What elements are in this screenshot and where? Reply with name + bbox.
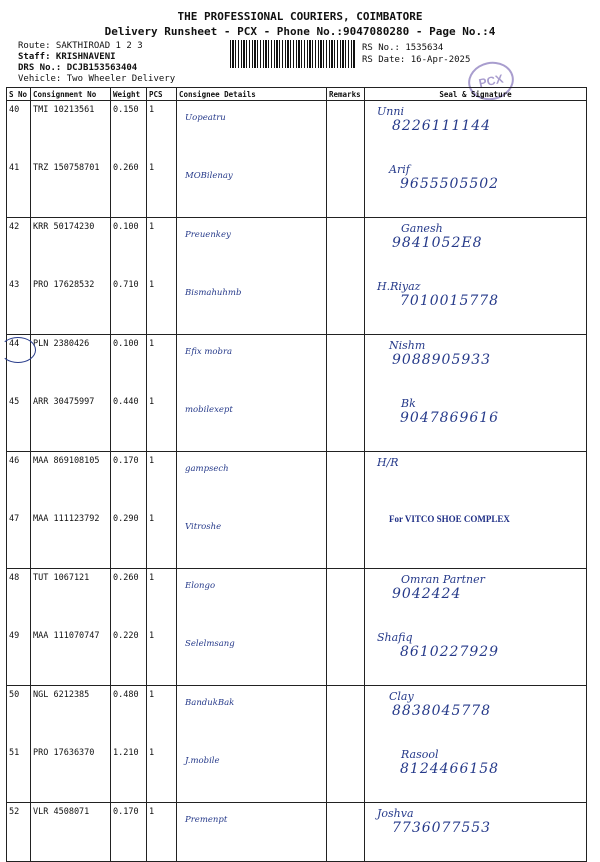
remarks-cell (327, 686, 365, 745)
sno-cell: 50 (7, 686, 31, 745)
remarks-cell (327, 510, 365, 569)
weight-cell: 0.260 (111, 159, 147, 218)
table-row (7, 159, 587, 218)
signature-cell (365, 335, 587, 394)
weight-cell: 0.480 (111, 686, 147, 745)
consignment-cell: KRR 50174230 (31, 218, 111, 277)
signature-name: Nishm (389, 339, 426, 352)
consignment-cell: PRO 17628532 (31, 276, 111, 335)
pcs-cell: 1 (147, 218, 177, 277)
weight-cell: 0.710 (111, 276, 147, 335)
sno-cell: 52 (7, 803, 31, 862)
pcs-cell: 1 (147, 393, 177, 452)
signature-name: Ganesh (401, 222, 443, 235)
signature-phone: 9047869616 (400, 410, 500, 426)
consignee-cell: Vitroshe (177, 510, 327, 569)
remarks-cell (327, 101, 365, 160)
signature-name: Rasool (401, 748, 439, 761)
table-row (7, 393, 587, 452)
col-header-remarks: Remarks (327, 88, 365, 101)
pcs-cell: 1 (147, 452, 177, 511)
signature-phone: 7736077553 (392, 820, 492, 836)
table-row (7, 218, 587, 277)
sno-cell: 45 (7, 393, 31, 452)
staff-label: Staff: KRISHNAVENI (18, 52, 116, 62)
table-row (7, 803, 587, 862)
remarks-cell (327, 569, 365, 628)
consignment-cell: VLR 4508071 (31, 803, 111, 862)
signature-name: Clay (389, 690, 414, 703)
pcs-cell: 1 (147, 686, 177, 745)
sno-cell: 49 (7, 627, 31, 686)
pcs-cell: 1 (147, 276, 177, 335)
signature-name: Bk (401, 397, 416, 410)
signature-cell (365, 159, 587, 218)
col-header-consignee: Consignee Details (177, 88, 327, 101)
pcs-cell: 1 (147, 627, 177, 686)
consignment-cell: MAA 111123792 (31, 510, 111, 569)
signature-phone: 8226111144 (392, 118, 492, 134)
weight-cell: 0.220 (111, 627, 147, 686)
rs-number: RS No.: 1535634 (362, 43, 444, 53)
signature-cell (365, 276, 587, 335)
signature-name: H/R (377, 456, 399, 469)
drs-number: DRS No.: DCJB153563404 (18, 63, 138, 73)
weight-cell: 0.100 (111, 335, 147, 394)
signature-phone: 9655505502 (400, 176, 500, 192)
consignee-cell: J.mobile (177, 744, 327, 803)
signature-cell (365, 686, 587, 745)
consignee-cell: Elongo (177, 569, 327, 628)
weight-cell: 0.170 (111, 452, 147, 511)
route-label: Route: SAKTHIROAD 1 2 3 (18, 41, 143, 51)
signature-cell (365, 803, 587, 862)
signature-phone: 9088905933 (392, 352, 492, 368)
signature-name: Joshva (377, 807, 414, 820)
consignment-cell: NGL 6212385 (31, 686, 111, 745)
consignee-cell: gampsech (177, 452, 327, 511)
signature-cell (365, 569, 587, 628)
remarks-cell (327, 627, 365, 686)
pcs-cell: 1 (147, 803, 177, 862)
consignment-cell: MAA 869108105 (31, 452, 111, 511)
weight-cell: 0.100 (111, 218, 147, 277)
table-row (7, 744, 587, 803)
pcs-cell: 1 (147, 569, 177, 628)
sno-cell: 48 (7, 569, 31, 628)
pcs-cell: 1 (147, 101, 177, 160)
signature-phone: 8610227929 (400, 644, 500, 660)
consignment-cell: TRZ 150758701 (31, 159, 111, 218)
pcs-cell: 1 (147, 159, 177, 218)
weight-cell: 0.290 (111, 510, 147, 569)
consignee-cell: Efix mobra (177, 335, 327, 394)
signature-phone: 9841052E8 (392, 235, 483, 251)
sno-cell: 44 (7, 335, 31, 394)
remarks-cell (327, 159, 365, 218)
consignee-cell: Preuenkey (177, 218, 327, 277)
remarks-cell (327, 218, 365, 277)
consignee-cell: mobilexept (177, 393, 327, 452)
weight-cell: 0.150 (111, 101, 147, 160)
weight-cell: 0.440 (111, 393, 147, 452)
sno-cell: 51 (7, 744, 31, 803)
signature-cell (365, 218, 587, 277)
table-header-row (7, 88, 587, 101)
consignment-cell: PRO 17636370 (31, 744, 111, 803)
handwritten-circle-mark (0, 337, 36, 363)
remarks-cell (327, 393, 365, 452)
weight-cell: 1.210 (111, 744, 147, 803)
pcs-cell: 1 (147, 335, 177, 394)
consignee-cell: Bismahuhmb (177, 276, 327, 335)
signature-name: Arif (389, 163, 410, 176)
pcs-cell: 1 (147, 510, 177, 569)
runsheet-table (6, 87, 587, 862)
signature-phone: 7010015778 (400, 293, 500, 309)
signature-cell (365, 393, 587, 452)
remarks-cell (327, 803, 365, 862)
runsheet-header-subtitle: Delivery Runsheet - PCX - Phone No.:9047080280 - Page No.:4 (104, 25, 496, 38)
table-row (7, 686, 587, 745)
signature-name: Shafiq (377, 631, 413, 644)
signature-cell (365, 627, 587, 686)
signature-name: H.Riyaz (377, 280, 421, 293)
signature-cell (365, 101, 587, 160)
weight-cell: 0.260 (111, 569, 147, 628)
col-header-pcs: PCS (147, 88, 177, 101)
sno-cell: 42 (7, 218, 31, 277)
signature-phone: 8124466158 (400, 761, 500, 777)
weight-cell: 0.170 (111, 803, 147, 862)
consignee-cell: BandukBak (177, 686, 327, 745)
remarks-cell (327, 276, 365, 335)
signature-cell (365, 510, 587, 569)
consignment-cell: TUT 1067121 (31, 569, 111, 628)
table-row (7, 101, 587, 160)
signature-phone: 8838045778 (392, 703, 492, 719)
sno-cell: 47 (7, 510, 31, 569)
signature-cell (365, 744, 587, 803)
col-header-consignment: Consignment No (31, 88, 111, 101)
consignee-cell: Premenpt (177, 803, 327, 862)
signature-cell (365, 452, 587, 511)
remarks-cell (327, 452, 365, 511)
signature-phone: 9042424 (392, 586, 462, 602)
table-row (7, 627, 587, 686)
col-header-weight: Weight (111, 88, 147, 101)
sno-cell: 41 (7, 159, 31, 218)
consignee-cell: Selelmsang (177, 627, 327, 686)
sno-cell: 46 (7, 452, 31, 511)
col-header-sno: S No (7, 88, 31, 101)
consignment-cell: MAA 111070747 (31, 627, 111, 686)
table-row (7, 276, 587, 335)
remarks-cell (327, 335, 365, 394)
remarks-cell (327, 744, 365, 803)
consignee-cell: MOBilenay (177, 159, 327, 218)
table-row (7, 335, 587, 394)
table-row (7, 510, 587, 569)
signature-name: Unni (377, 105, 404, 118)
rs-date: RS Date: 16-Apr-2025 (362, 55, 471, 65)
pcs-cell: 1 (147, 744, 177, 803)
vehicle-label: Vehicle: Two Wheeler Delivery (18, 74, 176, 84)
consignee-cell: Uopeatru (177, 101, 327, 160)
consignment-cell: TMI 10213561 (31, 101, 111, 160)
company-seal: For VITCO SHOE COMPLEX (389, 514, 510, 524)
signature-name: Omran Partner (401, 573, 485, 586)
consignment-cell: PLN 2380426 (31, 335, 111, 394)
consignment-cell: ARR 30475997 (31, 393, 111, 452)
sno-cell: 40 (7, 101, 31, 160)
col-header-signature: Seal & Signature (365, 88, 587, 101)
barcode (230, 40, 355, 68)
table-row (7, 452, 587, 511)
sno-cell: 43 (7, 276, 31, 335)
runsheet-header-title: THE PROFESSIONAL COURIERS, COIMBATORE (177, 10, 423, 23)
table-row (7, 569, 587, 628)
pcx-stamp: PCX (465, 58, 518, 105)
